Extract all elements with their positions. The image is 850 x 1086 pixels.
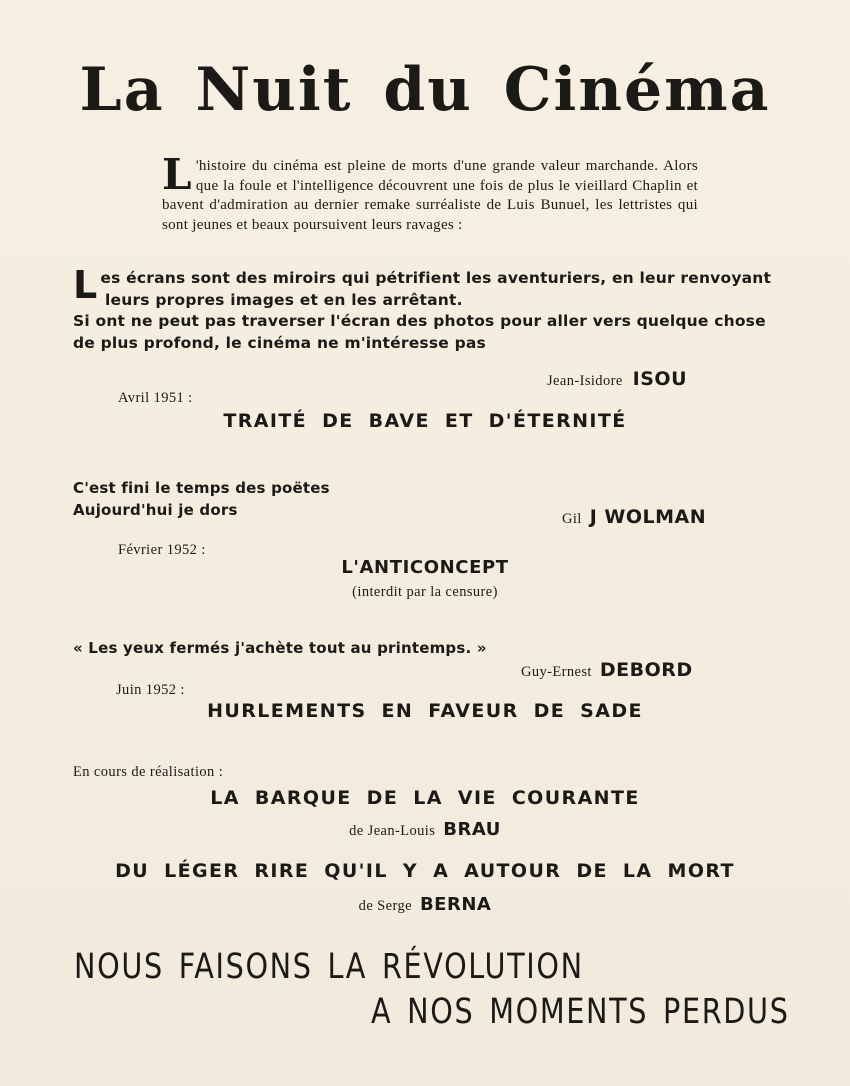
- brau-author: de Jean-Louis BRAU: [349, 819, 501, 840]
- brau-film-title: LA BARQUE DE LA VIE COURANTE: [210, 787, 640, 809]
- isou-quote-line-2: leurs propres images et en les arrêtant.: [105, 290, 463, 309]
- wolman-author: Gil J WOLMAN: [562, 506, 707, 528]
- wolman-film-note: (interdit par la censure): [352, 584, 498, 600]
- debord-author: Guy-Ernest DEBORD: [521, 659, 693, 681]
- in-progress-label: En cours de réalisation :: [73, 764, 224, 780]
- wolman-date: Février 1952 :: [118, 542, 206, 558]
- debord-quote: « Les yeux fermés j'achète tout au printemps. »: [73, 639, 487, 657]
- isou-dropcap: L: [73, 263, 98, 307]
- wolman-quote-line-2: Aujourd'hui je dors: [73, 500, 238, 519]
- intro-dropcap: L: [162, 150, 192, 199]
- isou-quote-line-4: de plus profond, le cinéma ne m'intéresse pas: [73, 333, 486, 352]
- berna-film-title: DU LÉGER RIRE QU'IL Y A AUTOUR DE LA MORT: [115, 860, 735, 882]
- isou-film-title: TRAITÉ DE BAVE ET D'ÉTERNITÉ: [223, 410, 627, 432]
- isou-quote-line-3: Si ont ne peut pas traverser l'écran des photos pour aller vers quelque chose: [73, 312, 766, 330]
- isou-quote-line-1: Les écrans sont des miroirs qui pétrifient les aventuriers, en leur renvoyant: [73, 263, 772, 307]
- wolman-quote: [73, 478, 330, 521]
- slogan-line-1: NOUS FAISONS LA RÉVOLUTION: [74, 947, 584, 987]
- berna-author: de Serge BERNA: [358, 894, 492, 915]
- isou-author: Jean-Isidore ISOU: [547, 368, 688, 390]
- page-title: La Nuit du Cinéma: [79, 55, 771, 125]
- debord-date: Juin 1952 :: [116, 682, 185, 698]
- intro-text: 'histoire du cinéma est pleine de morts d'une grande valeur marchande. Alors que la foule et l'intelligence découvrent une fois de plus le vieillard Chaplin et bavent d'admiration au dernier remake surréaliste de Luis Bunuel, les lettristes qui sont jeunes et beaux poursuivent leurs ravages :: [162, 158, 698, 233]
- isou-quote: [73, 263, 789, 354]
- debord-film-title: HURLEMENTS EN FAVEUR DE SADE: [207, 700, 643, 722]
- wolman-film-title: L'ANTICONCEPT: [341, 557, 509, 578]
- isou-date: Avril 1951 :: [118, 390, 193, 406]
- slogan-line-2: A NOS MOMENTS PERDUS: [371, 992, 790, 1032]
- wolman-quote-line-1: C'est fini le temps des poëtes: [73, 479, 330, 497]
- intro-paragraph: [162, 150, 698, 235]
